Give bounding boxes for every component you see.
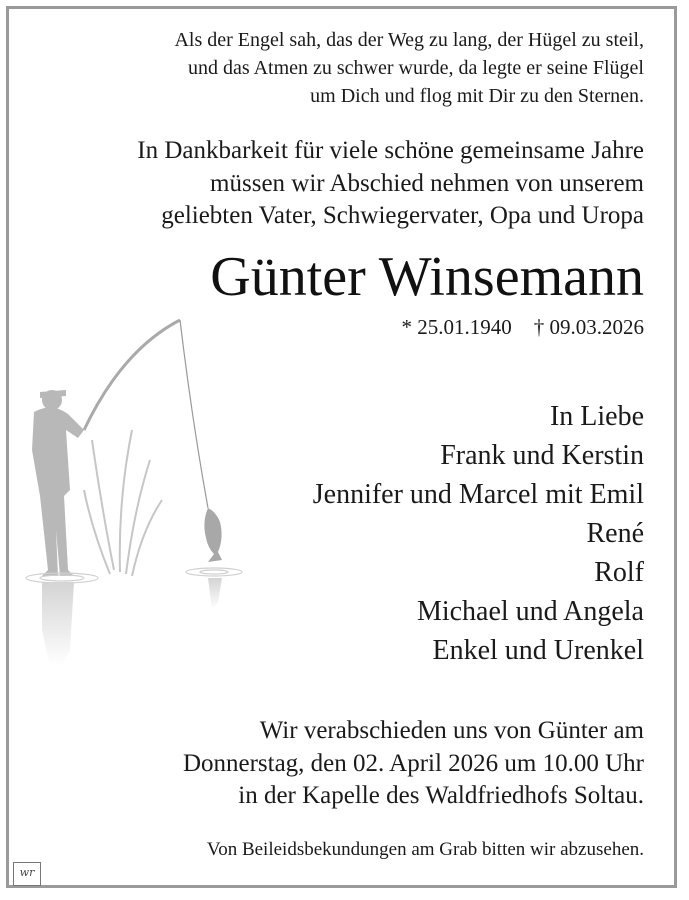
birth-date: * 25.01.1940 bbox=[401, 315, 512, 339]
angler-silhouette-icon bbox=[22, 290, 262, 670]
mourners-list bbox=[313, 397, 644, 670]
poem-line: Als der Engel sah, das der Weg zu lang, der Hügel zu steil, bbox=[174, 29, 644, 51]
mourner-line: In Liebe bbox=[549, 401, 644, 432]
funeral-details bbox=[183, 715, 644, 813]
intro-line: In Dankbarkeit für viele schöne gemeinsame Jahre bbox=[137, 137, 644, 164]
intro-line: müssen wir Abschied nehmen von unserem bbox=[210, 169, 644, 197]
mourner-line: Enkel und Urenkel bbox=[432, 635, 644, 666]
publisher-logo: wr bbox=[13, 862, 41, 886]
mourner-line: Rolf bbox=[594, 557, 644, 588]
poem-line: und das Atmen zu schwer wurde, da legte er seine Flügel bbox=[188, 57, 644, 79]
condolence-note: Von Beileidsbekundungen am Grab bitten wir abzusehen. bbox=[206, 839, 644, 860]
poem bbox=[174, 26, 644, 110]
life-dates bbox=[402, 314, 645, 340]
intro-text bbox=[137, 135, 644, 233]
mourner-line: Michael und Angela bbox=[416, 596, 644, 627]
funeral-line: Wir verabschieden uns von Günter am bbox=[259, 717, 644, 744]
deceased-name: Günter Winsemann bbox=[210, 246, 644, 308]
death-date: † 09.03.2026 bbox=[533, 315, 644, 339]
funeral-line: Donnerstag, den 02. April 2026 um 10.00 Uhr bbox=[182, 749, 644, 777]
poem-line: um Dich und flog mit Dir zu den Sternen. bbox=[310, 85, 644, 107]
mourner-line: Jennifer und Marcel mit Emil bbox=[312, 479, 644, 510]
mourner-line: René bbox=[586, 518, 644, 549]
mourner-line: Frank und Kerstin bbox=[440, 440, 644, 471]
intro-line: geliebten Vater, Schwiegervater, Opa und Uropa bbox=[161, 202, 644, 229]
funeral-line: in der Kapelle des Waldfriedhofs Soltau. bbox=[238, 782, 644, 809]
